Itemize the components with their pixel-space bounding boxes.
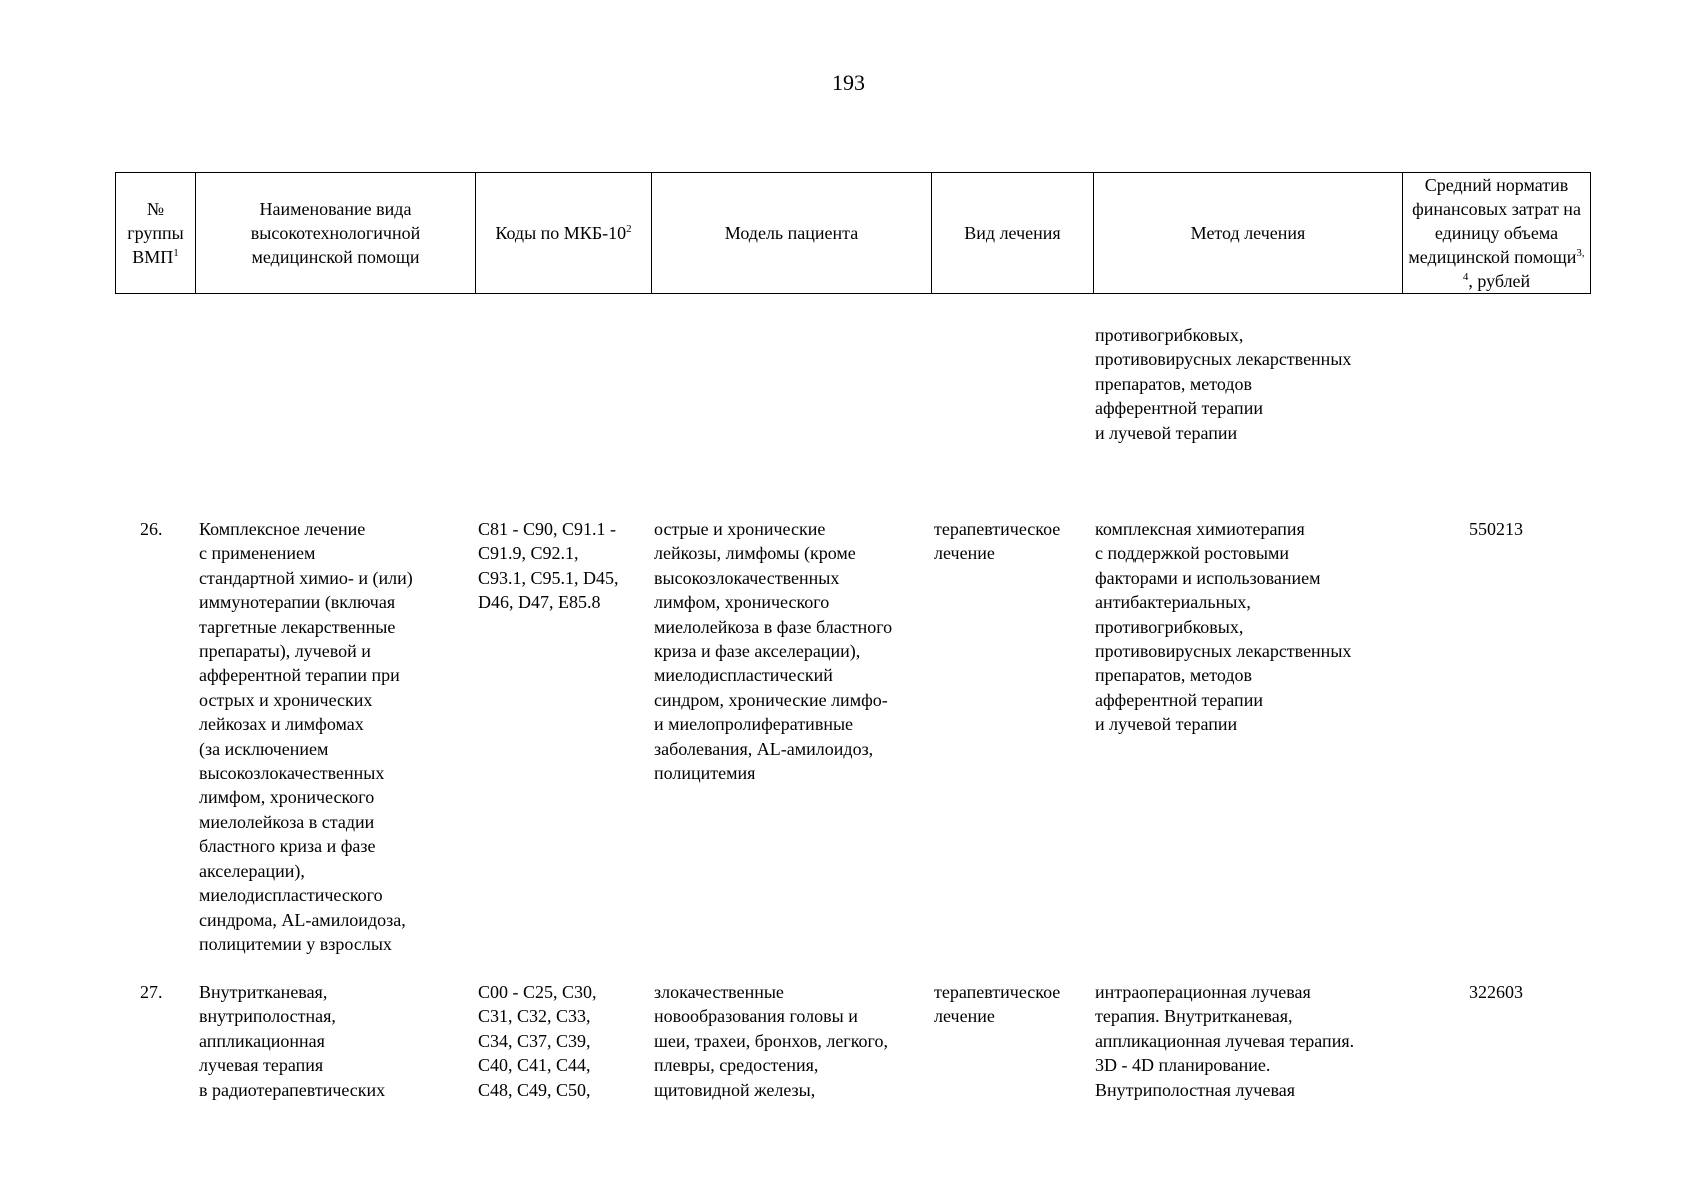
row-average-cost: 322603	[1469, 982, 1523, 1002]
row-treatment-method: интраоперационная лучевая терапия. Внутритканевая, аппликационная лучевая терапия. 3D - 4D планирование. Внутриполостная лучевая	[1095, 982, 1355, 1100]
page-number: 193	[832, 70, 865, 95]
row-number: 27.	[140, 982, 163, 1002]
header-treatment-method: Метод лечения	[1094, 173, 1403, 294]
header-treatment-type: Вид лечения	[932, 173, 1094, 294]
row-average-cost: 550213	[1469, 519, 1523, 539]
row-treatment-type: терапевтическое лечение	[934, 519, 1061, 564]
row-patient-model: острые и хронические лейкозы, лимфомы (кроме высокозлокачественных лимфом, хронического миелолейкоза в фазе бластного криза и фазе акселерации), миелодиспластический синдром, хронические лимфо- и миелопролиферативные заболевания, AL-амилоидоз, полицитемия	[654, 519, 893, 784]
row-care-type-name: Комплексное лечение с применением стандартной химио- и (или) иммунотерапии (включая таргетные лекарственные препараты), лучевой и афферентной терапии при острых и хронических лейкозах и лимфомах (за исключением высокозлокачественных лимфом, хронического миелолейкоза в стадии бластного криза и фазе акселерации), миелодиспластического синдрома, AL-амилоидоза, полицитемии у взрослых	[199, 519, 413, 954]
header-average-cost: Средний норматив финансовых затрат на единицу объема медицинской помощи$^{3, 4}$, рублей	[1403, 173, 1591, 294]
row-care-type-name: Внутритканевая, внутриполостная, аппликационная лучевая терапия в радиотерапевтических	[199, 982, 386, 1100]
table-header	[115, 172, 1591, 294]
row-treatment-method: комплексная химиотерапия с поддержкой ростовыми факторами и использованием антибактериальных, противогрибковых, противовирусных лекарственных препаратов, методов афферентной терапии и лучевой терапии	[1095, 519, 1352, 735]
header-icd-codes: Коды по МКБ-$10^2$	[476, 173, 652, 294]
header-group-number: № группы ВМП$^1$	[116, 173, 196, 294]
row-icd-codes: C81 - C90, C91.1 - C91.9, C92.1, C93.1, C95.1, D45, D46, D47, E85.8	[478, 519, 619, 613]
header-patient-model: Модель пациента	[652, 173, 932, 294]
continuation-method: противогрибковых, противовирусных лекарственных препаратов, методов афферентной терапии и лучевой терапии	[1095, 325, 1352, 443]
row-treatment-type: терапевтическое лечение	[934, 982, 1061, 1027]
row-icd-codes: C00 - C25, C30, C31, C32, C33, C34, C37, C39, C40, C41, C44, C48, C49, C50,	[478, 982, 597, 1100]
header-care-type-name: Наименование вида высокотехнологичной медицинской помощи	[196, 173, 476, 294]
row-number: 26.	[140, 519, 163, 539]
row-patient-model: злокачественные новообразования головы и шеи, трахеи, бронхов, легкого, плевры, средостения, щитовидной железы,	[654, 982, 888, 1100]
